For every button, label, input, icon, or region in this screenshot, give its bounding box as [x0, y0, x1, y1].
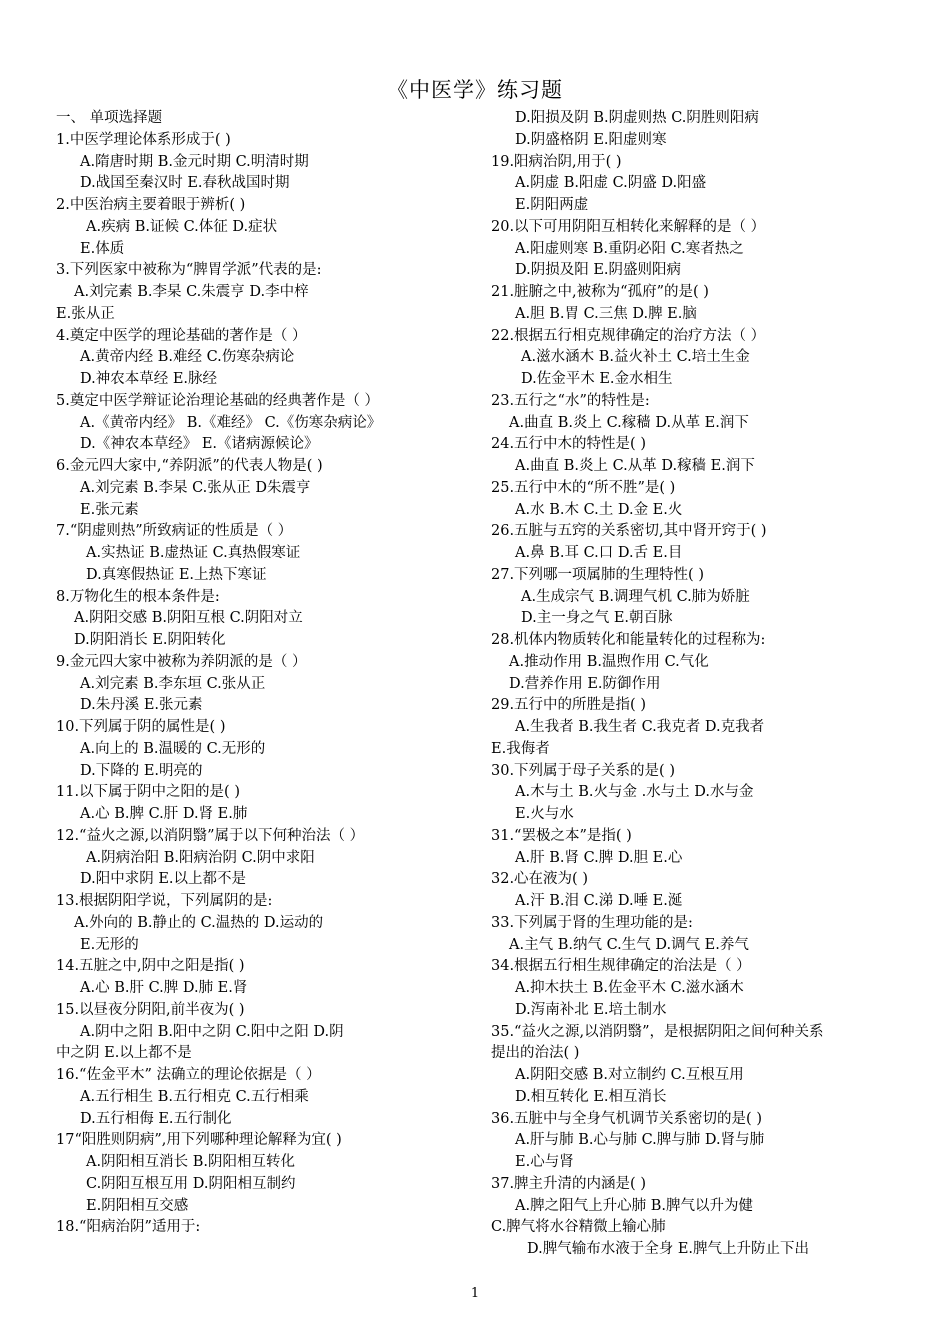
text-line: D.战国至秦汉时 E.春秋战国时期 [80, 175, 290, 192]
text-line: 8.万物化生的根本条件是: [56, 588, 220, 605]
text-line: E.阴阳相互交感 [86, 1197, 189, 1214]
page-number: 1 [470, 1286, 480, 1301]
left-column [56, 108, 476, 1239]
text-line: 34.根据五行相生规律确定的治法是（ ） [491, 958, 751, 975]
text-line: A.水 B.木 C.土 D.金 E.火 [515, 501, 683, 518]
text-line: A.阴虚 B.阳虚 C.阴盛 D.阳盛 [515, 175, 707, 192]
right-column [491, 108, 901, 1261]
text-line: A.抑木扶土 B.佐金平木 C.滋水涵木 [515, 980, 744, 996]
document-title: 《中医学》练习题 [387, 78, 563, 102]
text-line: 11.以下属于阴中之阳的是( ) [56, 784, 240, 801]
text-line: 20.以下可用阴阳互相转化来解释的是（ ） [491, 218, 766, 235]
text-line: C.脾气将水谷精微上输心肺 [491, 1219, 666, 1236]
text-line: 22.根据五行相克规律确定的治疗方法（ ） [491, 327, 766, 344]
text-line: 36.五脏中与全身气机调节关系密切的是( ) [491, 1110, 762, 1127]
text-line: A.胆 B.胃 C.三焦 D.脾 E.脑 [515, 305, 697, 322]
text-line: A.向上的 B.温暖的 C.无形的 [80, 740, 266, 757]
text-line: 14.五脏之中,阴中之阳是指( ) [56, 958, 245, 975]
text-line: E.我侮者 [491, 740, 550, 757]
text-line: 15.以昼夜分阴阳,前半夜为( ) [56, 1001, 245, 1018]
text-line: A.阴中之阳 B.阳中之阴 C.阳中之阳 D.阴 [80, 1023, 344, 1040]
text-line: A.阳虚则寒 B.重阴必阳 C.寒者热之 [515, 240, 744, 257]
text-line: 27.下列哪一项属肺的生理特性( ) [491, 566, 704, 583]
text-line: A.木与土 B.火与金 .水与土 D.水与金 [515, 784, 754, 801]
text-line: A.刘完素 B.李杲 C.张从正 D朱震亨 [80, 479, 311, 496]
text-line: C.阴阳互根互用 D.阴阳相互制约 [86, 1175, 296, 1192]
text-line: 19.阳病治阴,用于( ) [491, 153, 622, 170]
text-line: 32.心在液为( ) [491, 871, 588, 888]
text-line: A.刘完素 B.李东垣 C.张从正 [80, 675, 266, 692]
text-line: D.阴损及阳 E.阴盛则阳病 [515, 262, 682, 279]
text-line: 7.“阴虚则热”所致病证的性质是（ ） [56, 523, 293, 540]
text-line: 25.五行中木的“所不胜”是( ) [491, 479, 676, 496]
text-line: A.滋水涵木 B.益火补土 C.培土生金 [521, 349, 750, 366]
text-line: D.泻南补北 E.培土制水 [515, 1001, 667, 1018]
text-line: 10.下列属于阴的属性是( ) [56, 719, 226, 735]
text-line: A.隋唐时期 B.金元时期 C.明清时期 [80, 153, 309, 170]
text-line: E.张从正 [56, 305, 115, 322]
text-line: A.《黄帝内经》 B.《难经》 C.《伤寒杂病论》 [80, 414, 382, 431]
text-line: 18.“阳病治阴”适用于: [56, 1219, 201, 1236]
text-line: A.外向的 B.静止的 C.温热的 D.运动的 [74, 914, 324, 931]
text-line: A.阴阳交感 B.阴阳互根 C.阴阳对立 [74, 610, 303, 627]
text-line: 35.“益火之源,以消阴翳”，是根据阴阳之间何种关系 [491, 1023, 824, 1040]
text-line: D.主一身之气 E.朝百脉 [521, 610, 673, 627]
text-line: D.阳损及阴 B.阴虚则热 C.阴胜则阳病 [515, 110, 759, 126]
text-line: 31.“罢极之本”是指( ) [491, 827, 632, 844]
text-line: D.营养作用 E.防御作用 [509, 675, 661, 692]
text-line: A.肝 B.肾 C.脾 D.胆 E.心 [515, 849, 683, 866]
text-line: D.神农本草经 E.脉经 [80, 371, 218, 387]
text-line: A.黄帝内经 B.难经 C.伤寒杂病论 [80, 349, 295, 366]
text-line: 21.脏腑之中,被称为“孤府”的是( ) [491, 284, 709, 300]
text-line: E.火与水 [515, 806, 574, 822]
text-line: A.疾病 B.证候 C.体征 D.症状 [86, 218, 278, 235]
text-line: A.阴阳相互消长 B.阴阳相互转化 [86, 1154, 295, 1170]
text-line: E.心与肾 [515, 1154, 574, 1170]
text-line: D.朱丹溪 E.张元素 [80, 697, 203, 714]
text-line: 9.金元四大家中被称为养阴派的是（ ） [56, 653, 307, 670]
text-line: D.真寒假热证 E.上热下寒证 [86, 566, 267, 583]
text-line: 6.金元四大家中,“养阴派”的代表人物是( ) [56, 458, 323, 474]
text-line: 1.中医学理论体系形成于( ) [56, 131, 231, 148]
text-line: E.阴阳两虚 [515, 197, 589, 213]
text-line: A.汗 B.泪 C.涕 D.唾 E.涎 [515, 893, 683, 909]
text-line: 23.五行之“水”的特性是: [491, 392, 650, 409]
text-line: D.阴阳消长 E.阴阳转化 [74, 632, 226, 648]
text-line: 中之阴 E.以上都不是 [56, 1045, 192, 1062]
text-line: A.阴阳交感 B.对立制约 C.互根互用 [515, 1067, 744, 1083]
text-line: A.肝与肺 B.心与肺 C.脾与肺 D.肾与肺 [515, 1132, 765, 1149]
text-line: A.实热证 B.虚热证 C.真热假寒证 [86, 545, 301, 561]
text-line: 提出的治法( ) [491, 1045, 580, 1062]
text-line: D.阳中求阴 E.以上都不是 [80, 871, 247, 888]
text-line: A.推动作用 B.温煦作用 C.气化 [509, 653, 709, 670]
text-line: D.下降的 E.明亮的 [80, 762, 203, 779]
text-line: 33.下列属于肾的生理功能的是: [491, 914, 693, 931]
text-line: E.无形的 [80, 936, 139, 953]
text-line: A.脾之阳气上升心肺 B.脾气以升为健 [515, 1197, 753, 1214]
text-line: D.脾气输布水液于全身 E.脾气上升防止下出 [527, 1241, 810, 1257]
text-line: A.生我者 B.我生者 C.我克者 D.克我者 [515, 719, 765, 735]
text-line: 26.五脏与五窍的关系密切,其中肾开窍于( ) [491, 523, 767, 540]
text-line: D.佐金平木 E.金水相生 [521, 371, 673, 387]
text-line: A.鼻 B.耳 C.口 D.舌 E.目 [515, 545, 683, 561]
text-line: D.阴盛格阴 E.阳虚则寒 [515, 131, 667, 148]
text-line: 29.五行中的所胜是指( ) [491, 697, 646, 714]
text-line: A.心 B.肝 C.脾 D.肺 E.肾 [80, 980, 248, 996]
text-line: D.《神农本草经》 E.《诸病源候论》 [80, 436, 319, 453]
text-line: 13.根据阴阳学说，下列属阴的是: [56, 893, 273, 909]
text-line: A.五行相生 B.五行相克 C.五行相乘 [80, 1088, 309, 1105]
text-line: A.曲直 B.炎上 C.稼穑 D.从革 E.润下 [509, 414, 749, 431]
text-line: 5.奠定中医学辩证论治理论基础的经典著作是（ ） [56, 392, 379, 409]
text-line: 28.机体内物质转化和能量转化的过程称为: [491, 632, 766, 648]
text-line: 24.五行中木的特性是( ) [491, 436, 646, 453]
text-line: 16.“佐金平木” 法确立的理论依据是（ ） [56, 1067, 321, 1083]
text-line: A.主气 B.纳气 C.生气 D.调气 E.养气 [509, 936, 749, 953]
text-line: 12.“益火之源,以消阴翳”属于以下何种治法（ ） [56, 827, 365, 844]
text-line: D.五行相侮 E.五行制化 [80, 1110, 232, 1127]
text-line: A.刘完素 B.李杲 C.朱震亨 D.李中梓 [74, 284, 309, 300]
text-line: 3.下列医家中被称为“脾胃学派”代表的是: [56, 262, 322, 279]
text-line: 一、 单项选择题 [56, 110, 163, 126]
text-line: D.相互转化 E.相互消长 [515, 1088, 667, 1105]
text-line: 37.脾主升清的内涵是( ) [491, 1175, 646, 1192]
text-line: 2.中医治病主要着眼于辨析( ) [56, 197, 246, 213]
text-line: 4.奠定中医学的理论基础的著作是（ ） [56, 327, 307, 344]
text-line: A.曲直 B.炎上 C.从革 D.稼穑 E.润下 [515, 458, 755, 474]
text-line: 30.下列属于母子关系的是( ) [491, 762, 675, 779]
text-line: 17“阳胜则阴病”,用下列哪种理论解释为宜( ) [56, 1132, 342, 1149]
text-line: A.心 B.脾 C.肝 D.肾 E.肺 [80, 806, 248, 822]
text-line: E.体质 [80, 240, 125, 257]
text-line: E.张元素 [80, 501, 139, 518]
text-line: A.阴病治阳 B.阳病治阴 C.阴中求阳 [86, 849, 315, 866]
text-line: A.生成宗气 B.调理气机 C.肺为娇脏 [521, 588, 750, 605]
